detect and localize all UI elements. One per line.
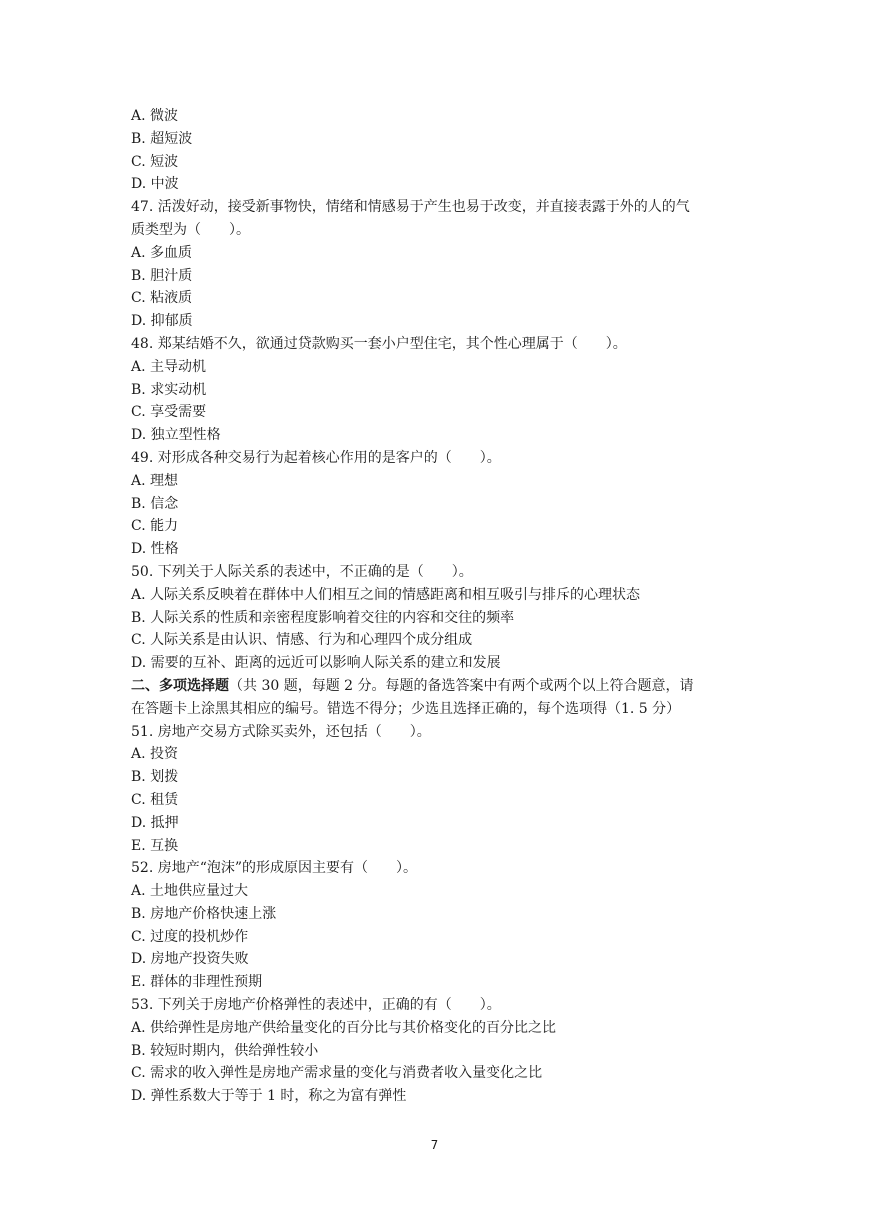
- text-line: A. 多血质: [131, 244, 193, 261]
- text-line: D. 抵押: [131, 814, 179, 831]
- text-line: C. 短波: [131, 153, 179, 170]
- text-line: B. 胆汁质: [131, 267, 193, 284]
- document-body: [131, 105, 741, 1108]
- text-line: C. 粘液质: [131, 290, 193, 307]
- text-line: A. 微波: [131, 108, 179, 124]
- text-line: E. 互换: [131, 837, 179, 854]
- text-line: A. 人际关系反映着在群体中人们相互之间的情感距离和相互吸引与排斥的心理状态: [131, 586, 641, 603]
- text-line: D. 独立型性格: [131, 427, 221, 444]
- text-line: B. 房地产价格快速上涨: [131, 905, 277, 922]
- text-line: E. 群体的非理性预期: [131, 974, 263, 991]
- section-intro: （共 30 题，每题 2 分。每题的备选答案中有两个或两个以上符合题意，请: [229, 677, 694, 694]
- section-heading: [131, 675, 741, 698]
- text-line: A. 主导动机: [131, 358, 207, 375]
- text-line: A. 理想: [131, 472, 179, 489]
- text-line: D. 中波: [131, 176, 179, 193]
- text-line: C. 需求的收入弹性是房地产需求量的变化与消费者收入量变化之比: [131, 1065, 543, 1082]
- text-line: D. 需要的互补、距离的远近可以影响人际关系的建立和发展: [131, 655, 501, 672]
- text-line: C. 能力: [131, 518, 179, 535]
- section-title: 二、多项选择题: [131, 677, 229, 694]
- question-47: 47. 活泼好动，接受新事物快，情绪和情感易于产生也易于改变，并直接表露于外的人的气: [131, 199, 690, 216]
- text-line: D. 房地产投资失败: [131, 951, 249, 968]
- text-line: B. 人际关系的性质和亲密程度影响着交往的内容和交往的频率: [131, 609, 515, 626]
- text-line: C. 享受需要: [131, 404, 207, 421]
- text-line: D. 性格: [131, 541, 179, 558]
- question-47-continued: 质类型为（ ）。: [131, 221, 250, 238]
- question-53: 53. 下列关于房地产价格弹性的表述中，正确的有（ ）。: [131, 997, 501, 1014]
- text-line: C. 租赁: [131, 791, 179, 808]
- text-line: D. 弹性系数大于等于 1 时，称之为富有弹性: [131, 1088, 407, 1105]
- text-line: D. 抑郁质: [131, 313, 193, 330]
- text-line: A. 投资: [131, 746, 179, 763]
- text-line: A. 供给弹性是房地产供给量变化的百分比与其价格变化的百分比之比: [131, 1019, 557, 1036]
- question-48: 48. 郑某结婚不久，欲通过贷款购买一套小户型住宅，其个性心理属于（ ）。: [131, 335, 627, 352]
- text-line: C. 过度的投机炒作: [131, 928, 249, 945]
- text-line: B. 求实动机: [131, 381, 207, 398]
- page-number: 7: [430, 1138, 439, 1152]
- text-line: C. 人际关系是由认识、情感、行为和心理四个成分组成: [131, 632, 473, 649]
- section-intro-continued: 在答题卡上涂黑其相应的编号。错选不得分；少选且选择正确的，每个选项得（1. 5 分）: [131, 700, 681, 717]
- text-line: B. 信念: [131, 495, 179, 512]
- question-49: 49. 对形成各种交易行为起着核心作用的是客户的（ ）。: [131, 449, 501, 466]
- question-50: 50. 下列关于人际关系的表述中，不正确的是（ ）。: [131, 563, 473, 580]
- text-line: B. 划拨: [131, 769, 179, 786]
- text-line: B. 超短波: [131, 130, 193, 147]
- text-line: A. 土地供应量过大: [131, 883, 249, 900]
- text-line: B. 较短时期内，供给弹性较小: [131, 1042, 319, 1059]
- question-52: 52. 房地产“泡沫”的形成原因主要有（ ）。: [131, 860, 418, 877]
- question-51: 51. 房地产交易方式除买卖外，还包括（ ）。: [131, 723, 431, 740]
